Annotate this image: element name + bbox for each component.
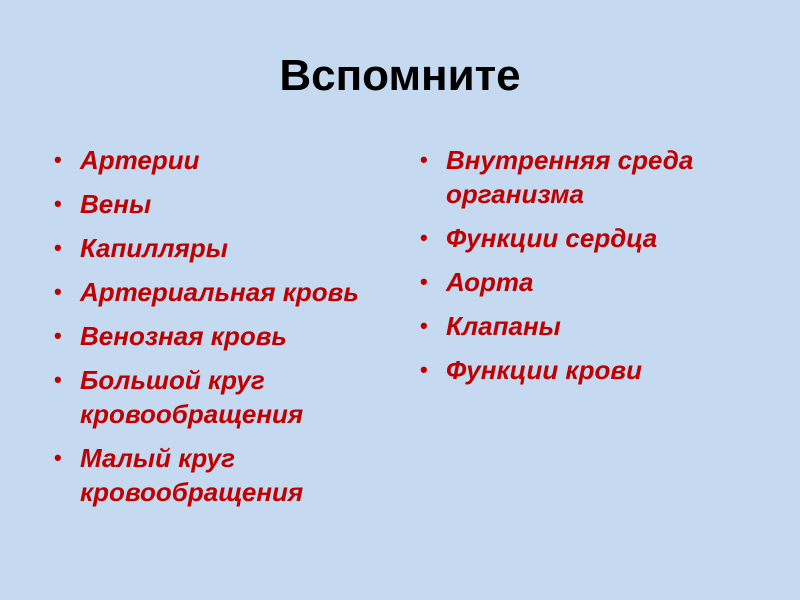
- list-item-text: Большой круг кровообращения: [80, 365, 304, 429]
- bullet-icon: •: [54, 235, 62, 260]
- bullet-icon: •: [54, 191, 62, 216]
- list-item-text: Аорта: [446, 267, 534, 297]
- list-item-text: Функции сердца: [446, 223, 658, 253]
- list-item-text: Венозная кровь: [80, 321, 287, 351]
- list-item: [54, 187, 374, 221]
- list-item: [420, 309, 760, 343]
- slide-title: Вспомните: [279, 51, 521, 100]
- list-item: [54, 441, 374, 509]
- list-item: [54, 319, 374, 353]
- list-item-text: Артерии: [80, 145, 200, 175]
- bullet-icon: •: [420, 357, 428, 382]
- list-item: [54, 231, 374, 265]
- list-item: [54, 363, 374, 431]
- list-item-text: Внутренняя среда организма: [446, 145, 694, 209]
- list-item: [54, 143, 374, 177]
- bullet-icon: •: [420, 147, 428, 172]
- list-item: [420, 265, 760, 299]
- bullet-icon: •: [420, 269, 428, 294]
- right-bullet-list: [420, 143, 760, 397]
- bullet-icon: •: [54, 279, 62, 304]
- list-item-text: Вены: [80, 189, 152, 219]
- list-item: [54, 275, 374, 309]
- bullet-icon: •: [54, 445, 62, 470]
- bullet-icon: •: [420, 313, 428, 338]
- list-item: [420, 143, 760, 211]
- bullet-icon: •: [54, 367, 62, 392]
- bullet-icon: •: [54, 323, 62, 348]
- bullet-icon: •: [420, 225, 428, 250]
- list-item-text: Функции крови: [446, 355, 642, 385]
- left-bullet-list: [54, 143, 374, 519]
- list-item: [420, 353, 760, 387]
- list-item-text: Артериальная кровь: [80, 277, 359, 307]
- list-item: [420, 221, 760, 255]
- bullet-icon: •: [54, 147, 62, 172]
- list-item-text: Малый круг кровообращения: [80, 443, 304, 507]
- list-item-text: Капилляры: [80, 233, 228, 263]
- list-item-text: Клапаны: [446, 311, 561, 341]
